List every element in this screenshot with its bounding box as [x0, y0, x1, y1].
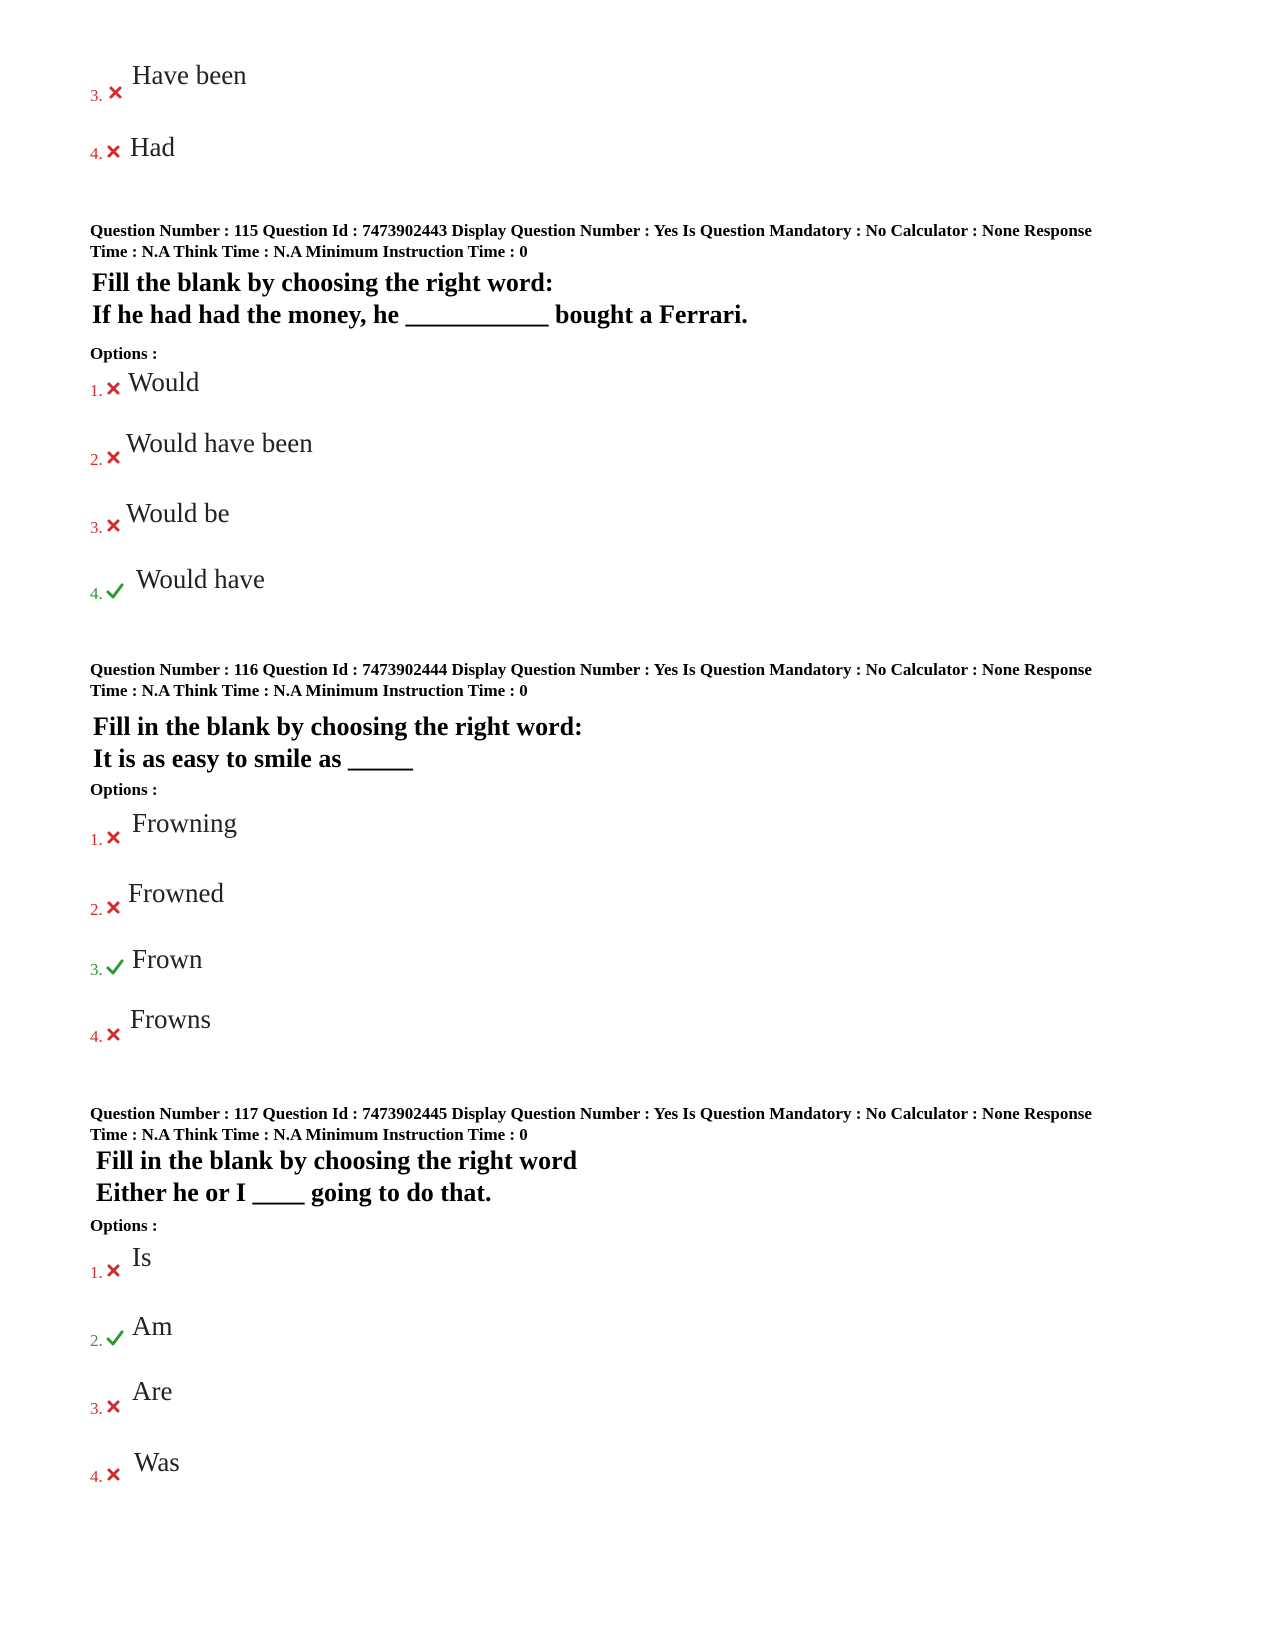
option-text: Is [132, 1242, 152, 1272]
option-number: 2. [90, 450, 103, 469]
option-text: Have been [132, 60, 247, 90]
option-number: 4. [90, 1467, 103, 1486]
option-number: 2. [90, 1331, 103, 1350]
options-label: Options : [90, 344, 158, 363]
meta-line: Time : N.A Think Time : N.A Minimum Instruction Time : 0 [90, 681, 528, 700]
question-meta [90, 220, 1200, 262]
meta-line: Question Number : 116 Question Id : 7473902444 Display Question Number : Yes Is Question Mandatory : No Calculator : None Response [90, 660, 1092, 679]
check-icon [106, 958, 124, 976]
option-number: 1. [90, 1263, 103, 1282]
cross-icon [106, 143, 122, 159]
options-label: Options : [90, 780, 158, 799]
option-number: 4. [90, 584, 103, 603]
cross-icon [106, 380, 122, 396]
option-number: 4. [90, 144, 103, 163]
cross-icon [108, 84, 124, 100]
question-line: Either he or I ____ going to do that. [96, 1178, 492, 1207]
check-icon [106, 1329, 124, 1347]
option-number: 3. [90, 86, 103, 105]
option-number: 4. [90, 1027, 103, 1046]
meta-line: Time : N.A Think Time : N.A Minimum Instruction Time : 0 [90, 1125, 528, 1144]
cross-icon [106, 449, 122, 465]
option-text: Frowning [132, 808, 238, 838]
meta-line: Question Number : 117 Question Id : 7473902445 Display Question Number : Yes Is Question Mandatory : No Calculator : None Response [90, 1104, 1092, 1123]
question-meta [90, 1103, 1200, 1145]
question-meta [90, 659, 1200, 701]
option-text: Would have [136, 564, 266, 594]
question-line: It is as easy to smile as _____ [93, 744, 413, 773]
meta-line: Question Number : 115 Question Id : 7473902443 Display Question Number : Yes Is Question Mandatory : No Calculator : None Response [90, 221, 1092, 240]
option-text: Am [132, 1311, 173, 1341]
option-text: Had [130, 132, 175, 162]
option-number: 3. [90, 518, 103, 537]
question-line: Fill in the blank by choosing the right word [96, 1146, 578, 1175]
meta-line: Time : N.A Think Time : N.A Minimum Instruction Time : 0 [90, 242, 528, 261]
option-number: 1. [90, 830, 103, 849]
question-text [92, 267, 748, 331]
cross-icon [106, 1026, 122, 1042]
question-line: Fill the blank by choosing the right word: [92, 268, 554, 297]
check-icon [106, 582, 124, 600]
cross-icon [106, 1398, 122, 1414]
option-text: Frown [132, 944, 203, 974]
option-text: Would [128, 367, 200, 397]
option-text: Would have been [126, 428, 313, 458]
option-number: 2. [90, 900, 103, 919]
option-text: Frowned [128, 878, 224, 908]
option-text: Would be [126, 498, 230, 528]
question-text [93, 711, 583, 775]
option-number: 3. [90, 960, 103, 979]
cross-icon [106, 899, 122, 915]
question-text [96, 1145, 577, 1209]
option-number: 1. [90, 381, 103, 400]
question-line: If he had had the money, he ___________ bought a Ferrari. [92, 300, 748, 329]
cross-icon [106, 1262, 122, 1278]
option-text: Frowns [130, 1004, 212, 1034]
cross-icon [106, 829, 122, 845]
cross-icon [106, 517, 122, 533]
options-label: Options : [90, 1216, 158, 1235]
option-text: Was [134, 1447, 180, 1477]
cross-icon [106, 1466, 122, 1482]
option-text: Are [132, 1376, 173, 1406]
option-number: 3. [90, 1399, 103, 1418]
question-line: Fill in the blank by choosing the right word: [93, 712, 583, 741]
